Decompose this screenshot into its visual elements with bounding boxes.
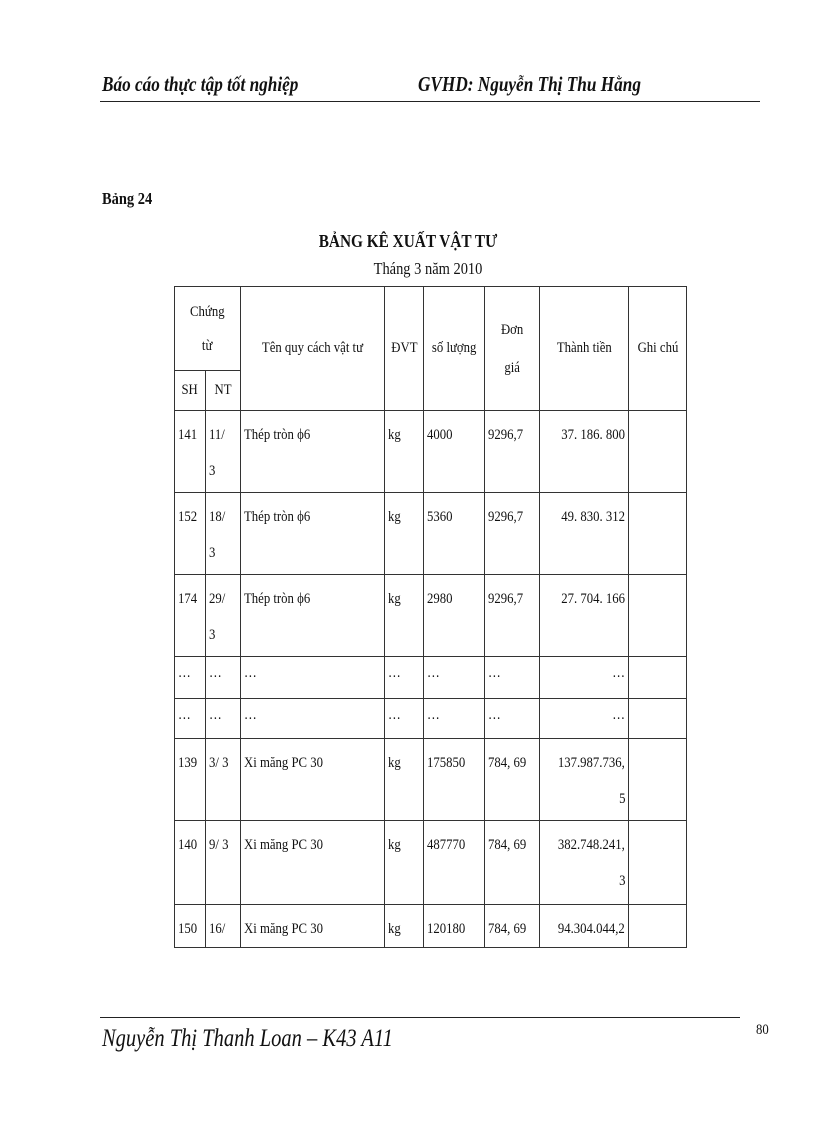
table-row (175, 699, 687, 739)
cell-ten: … (241, 657, 385, 699)
table-row (175, 739, 687, 821)
cell-thanh-tien: 27. 704. 166 (540, 575, 629, 657)
cell-ghi-chu (629, 657, 687, 699)
table-row (175, 657, 687, 699)
cell-nt: … (206, 657, 241, 699)
cell-sh: 140 (175, 821, 206, 905)
cell-dvt: kg (385, 905, 424, 948)
cell-nt: 29/ 3 (206, 575, 241, 657)
cell-don-gia: 9296,7 (485, 575, 540, 657)
cell-thanh-tien: 37. 186. 800 (540, 411, 629, 493)
table-row (175, 575, 687, 657)
cell-dvt: kg (385, 493, 424, 575)
cell-ghi-chu (629, 411, 687, 493)
header-thanh-tien: Thành tiền (540, 287, 629, 411)
table-label: Bảng 24 (102, 189, 153, 208)
header-ten: Tên quy cách vật tư (241, 287, 385, 411)
cell-ten: Xi măng PC 30 (241, 739, 385, 821)
cell-don-gia: 784, 69 (485, 821, 540, 905)
cell-ten: … (241, 699, 385, 739)
header-nt: NT (206, 371, 241, 411)
footer-author: Nguyễn Thị Thanh Loan – K43 A11 (102, 1025, 393, 1052)
header-sh: SH (175, 371, 206, 411)
cell-don-gia: 9296,7 (485, 411, 540, 493)
header-title: Báo cáo thực tập tốt nghiệp (102, 72, 299, 96)
cell-don-gia: … (485, 699, 540, 739)
cell-don-gia: 9296,7 (485, 493, 540, 575)
cell-ten: Xi măng PC 30 (241, 905, 385, 948)
cell-don-gia: 784, 69 (485, 905, 540, 948)
header-ghi-chu: Ghi chú (629, 287, 687, 411)
cell-nt: 9/ 3 (206, 821, 241, 905)
page-title: BẢNG KÊ XUẤT VẬT TƯ (318, 231, 498, 251)
cell-thanh-tien: … (540, 699, 629, 739)
cell-dvt: … (385, 699, 424, 739)
table-row (175, 905, 687, 948)
table-row (175, 411, 687, 493)
cell-dvt: kg (385, 411, 424, 493)
cell-nt: 3/ 3 (206, 739, 241, 821)
cell-so-luong: 2980 (424, 575, 485, 657)
cell-ten: Xi măng PC 30 (241, 821, 385, 905)
cell-ten: Thép tròn ϕ6 (241, 411, 385, 493)
cell-dvt: kg (385, 821, 424, 905)
header-dvt: ĐVT (385, 287, 424, 411)
cell-dvt: kg (385, 739, 424, 821)
header-so-luong: số lượng (424, 287, 485, 411)
cell-sh: 174 (175, 575, 206, 657)
cell-so-luong: 5360 (424, 493, 485, 575)
cell-so-luong: … (424, 657, 485, 699)
cell-dvt: … (385, 657, 424, 699)
cell-don-gia: … (485, 657, 540, 699)
cell-nt: 16/ (206, 905, 241, 948)
header-divider (100, 101, 760, 102)
cell-ten: Thép tròn ϕ6 (241, 493, 385, 575)
cell-thanh-tien: … (540, 657, 629, 699)
header-chung-tu: Chứng từ (175, 287, 241, 371)
cell-so-luong: 120180 (424, 905, 485, 948)
cell-ghi-chu (629, 821, 687, 905)
cell-sh: 139 (175, 739, 206, 821)
cell-nt: … (206, 699, 241, 739)
cell-so-luong: 4000 (424, 411, 485, 493)
cell-thanh-tien: 382.748.241, 3 (540, 821, 629, 905)
cell-thanh-tien: 49. 830. 312 (540, 493, 629, 575)
cell-thanh-tien: 94.304.044,2 (540, 905, 629, 948)
cell-sh: 141 (175, 411, 206, 493)
materials-table (174, 286, 687, 948)
cell-sh: 152 (175, 493, 206, 575)
table-row (175, 821, 687, 905)
cell-sh: … (175, 699, 206, 739)
page-number: 80 (756, 1022, 769, 1038)
cell-sh: … (175, 657, 206, 699)
cell-don-gia: 784, 69 (485, 739, 540, 821)
table-row (175, 493, 687, 575)
cell-thanh-tien: 137.987.736, 5 (540, 739, 629, 821)
cell-ghi-chu (629, 575, 687, 657)
cell-ghi-chu (629, 699, 687, 739)
footer-divider (100, 1017, 740, 1018)
header-supervisor: GVHD: Nguyễn Thị Thu Hằng (418, 72, 641, 96)
cell-sh: 150 (175, 905, 206, 948)
cell-so-luong: 487770 (424, 821, 485, 905)
cell-ghi-chu (629, 493, 687, 575)
cell-dvt: kg (385, 575, 424, 657)
page-subtitle: Tháng 3 năm 2010 (373, 259, 483, 278)
cell-nt: 18/ 3 (206, 493, 241, 575)
cell-so-luong: … (424, 699, 485, 739)
header-don-gia: Đơn giá (485, 287, 540, 411)
cell-so-luong: 175850 (424, 739, 485, 821)
cell-ten: Thép tròn ϕ6 (241, 575, 385, 657)
cell-ghi-chu (629, 905, 687, 948)
cell-ghi-chu (629, 739, 687, 821)
cell-nt: 11/ 3 (206, 411, 241, 493)
